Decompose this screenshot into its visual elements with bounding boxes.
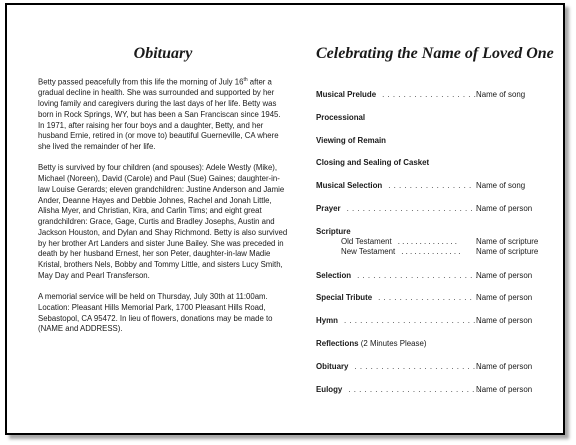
program-item-reflections xyxy=(316,338,542,349)
program-item-label: Obituary xyxy=(316,361,349,371)
leader-dots: . . . . . . . . . . . . . . . . . . . . . . . . xyxy=(357,270,484,280)
program-item-value: Name of person xyxy=(476,361,533,371)
leader-dots: . . . . . . . . . . . . . . xyxy=(397,236,457,246)
obituary-paragraph-2: Betty is survived by four children (and spouses): Adele Westly (Mike), Michael (Noreen), David (Carole) and Paul (Sue) Gaines; daughter-in-law Louise Gerards; eleven grandchildren: Justine Anderson and Jamie Ander, Deanne Hayes and Debbie Johnes, Rachel and Jonah Little, Alisha Myer, and Christian, Kira, and Carlin Tims; and eight great grandchildren: Grace, Gage, Curtis and Bradley Josephs, Austin and Jackson Houston, and Dylan and Shay Richmond. Betty is also survived by her brother Art Landers and sister June Bailey. She was preceded in death by her husband Ernest, her son Peter, daughter-in-law Madie Kristal, brothers Nels, Bobby and Tommy Little, and sisters Lucy Smith, May Day and Pearl Transferson. xyxy=(38,163,288,280)
program-item-value: Name of person xyxy=(476,384,533,394)
program-item-label: Viewing of Remain xyxy=(316,135,387,145)
program-item-label: Special Tribute xyxy=(316,293,373,303)
leader-dots: . . . . . . . . . . . . . . . . . . . xyxy=(382,90,482,99)
program-item-value: Name of person xyxy=(476,270,533,280)
ordinal-suffix: th xyxy=(243,77,248,83)
leader-dots: . . . . . . . . . . . . . . . . xyxy=(388,181,472,191)
program-item-viewing xyxy=(316,135,542,146)
leader-dots: . . . . . . . . . . . . . . . . . . . . . . . . . . xyxy=(348,384,486,394)
leader-dots: . . . . . . . . . . . . . . xyxy=(401,247,461,257)
scripture-new-testament xyxy=(316,247,542,258)
program-item-musical-selection xyxy=(316,180,542,191)
program-item-selection xyxy=(316,270,542,281)
scripture-sub-value: Name of scripture xyxy=(476,247,539,257)
leader-dots: . . . . . . . . . . . . . . . . . . . . . . . . . . . xyxy=(343,316,487,326)
leader-dots: . . . . . . . . . . . . . . . . . . . . . . . . . xyxy=(354,361,487,371)
obituary-paragraph-3: A memorial service will be held on Thursday, July 30th at 11:00am. Location: Pleasant Hills Memorial Park, 1700 Pleasant Hills Road, Sebastopol, CA 95472. In lieu of flowers, donations may be made to (NAME and ADDRESS). xyxy=(38,292,273,334)
obituary-paragraph-1 xyxy=(38,75,288,153)
obituary-paragraph-1-start: Betty passed peacefully from this life the morning of July 16 xyxy=(38,77,244,87)
scripture-sub-label: Old Testament xyxy=(341,236,392,246)
leader-dots: . . . . . . . . . . . . . . . . . . xyxy=(378,293,473,303)
obituary-text xyxy=(38,75,288,346)
scripture-sub-value: Name of scripture xyxy=(476,236,539,246)
obituary-paragraph-1-rest: after a gradual decline in health. She was surrounded and supported by her loving family and caregivers during the last days of her life. Betty was born in Rock Springs, WY, but has been a San Franciscan since 1945. In 1971, after raising her four boys and a daughter, Betty, and her husband Ernie, retired in (or move to) beautiful Guerneville, CA where she lived the remainder of her life. xyxy=(38,77,281,152)
program-item-musical-prelude xyxy=(316,89,542,100)
scripture-sub-label: New Testament xyxy=(341,247,396,257)
program-list xyxy=(316,89,542,406)
program-item-label: Musical Prelude xyxy=(316,90,377,99)
program-item-scripture xyxy=(316,226,542,258)
program-item-label: Musical Selection xyxy=(316,181,383,191)
program-item-closing xyxy=(316,157,542,168)
program-item-value: Name of person xyxy=(476,293,533,303)
program-item-value: Name of song xyxy=(476,90,526,99)
scripture-heading-row xyxy=(316,226,542,237)
program-item-label: Eulogy xyxy=(316,384,343,394)
program-item-value: Name of person xyxy=(476,203,533,213)
program-item-eulogy xyxy=(316,384,542,395)
program-item-label: Reflections xyxy=(316,338,359,348)
program-item-label: Selection xyxy=(316,270,352,280)
program-item-special-tribute xyxy=(316,292,542,303)
program-item-label: Processional xyxy=(316,112,366,122)
program-item-obituary xyxy=(316,361,542,372)
leader-dots: . . . . . . . . . . . . . . . . . . . . . . . . . xyxy=(346,203,479,213)
program-item-hymn xyxy=(316,315,542,326)
program-item-prayer xyxy=(316,203,542,214)
program-item-note: (2 Minutes Please) xyxy=(358,338,427,348)
program-item-label: Hymn xyxy=(316,316,338,326)
scripture-old-testament xyxy=(316,237,542,248)
program-item-value: Name of song xyxy=(476,181,526,191)
program-item-value: Name of person xyxy=(476,316,533,326)
program-item-processional xyxy=(316,112,542,123)
program-page xyxy=(5,3,565,435)
program-heading: Celebrating the Name of Loved One xyxy=(316,45,554,62)
program-item-label: Closing and Sealing of Casket xyxy=(316,158,430,168)
program-item-label: Scripture xyxy=(316,226,351,236)
obituary-heading: Obituary xyxy=(133,45,193,62)
program-item-label: Prayer xyxy=(316,203,341,213)
